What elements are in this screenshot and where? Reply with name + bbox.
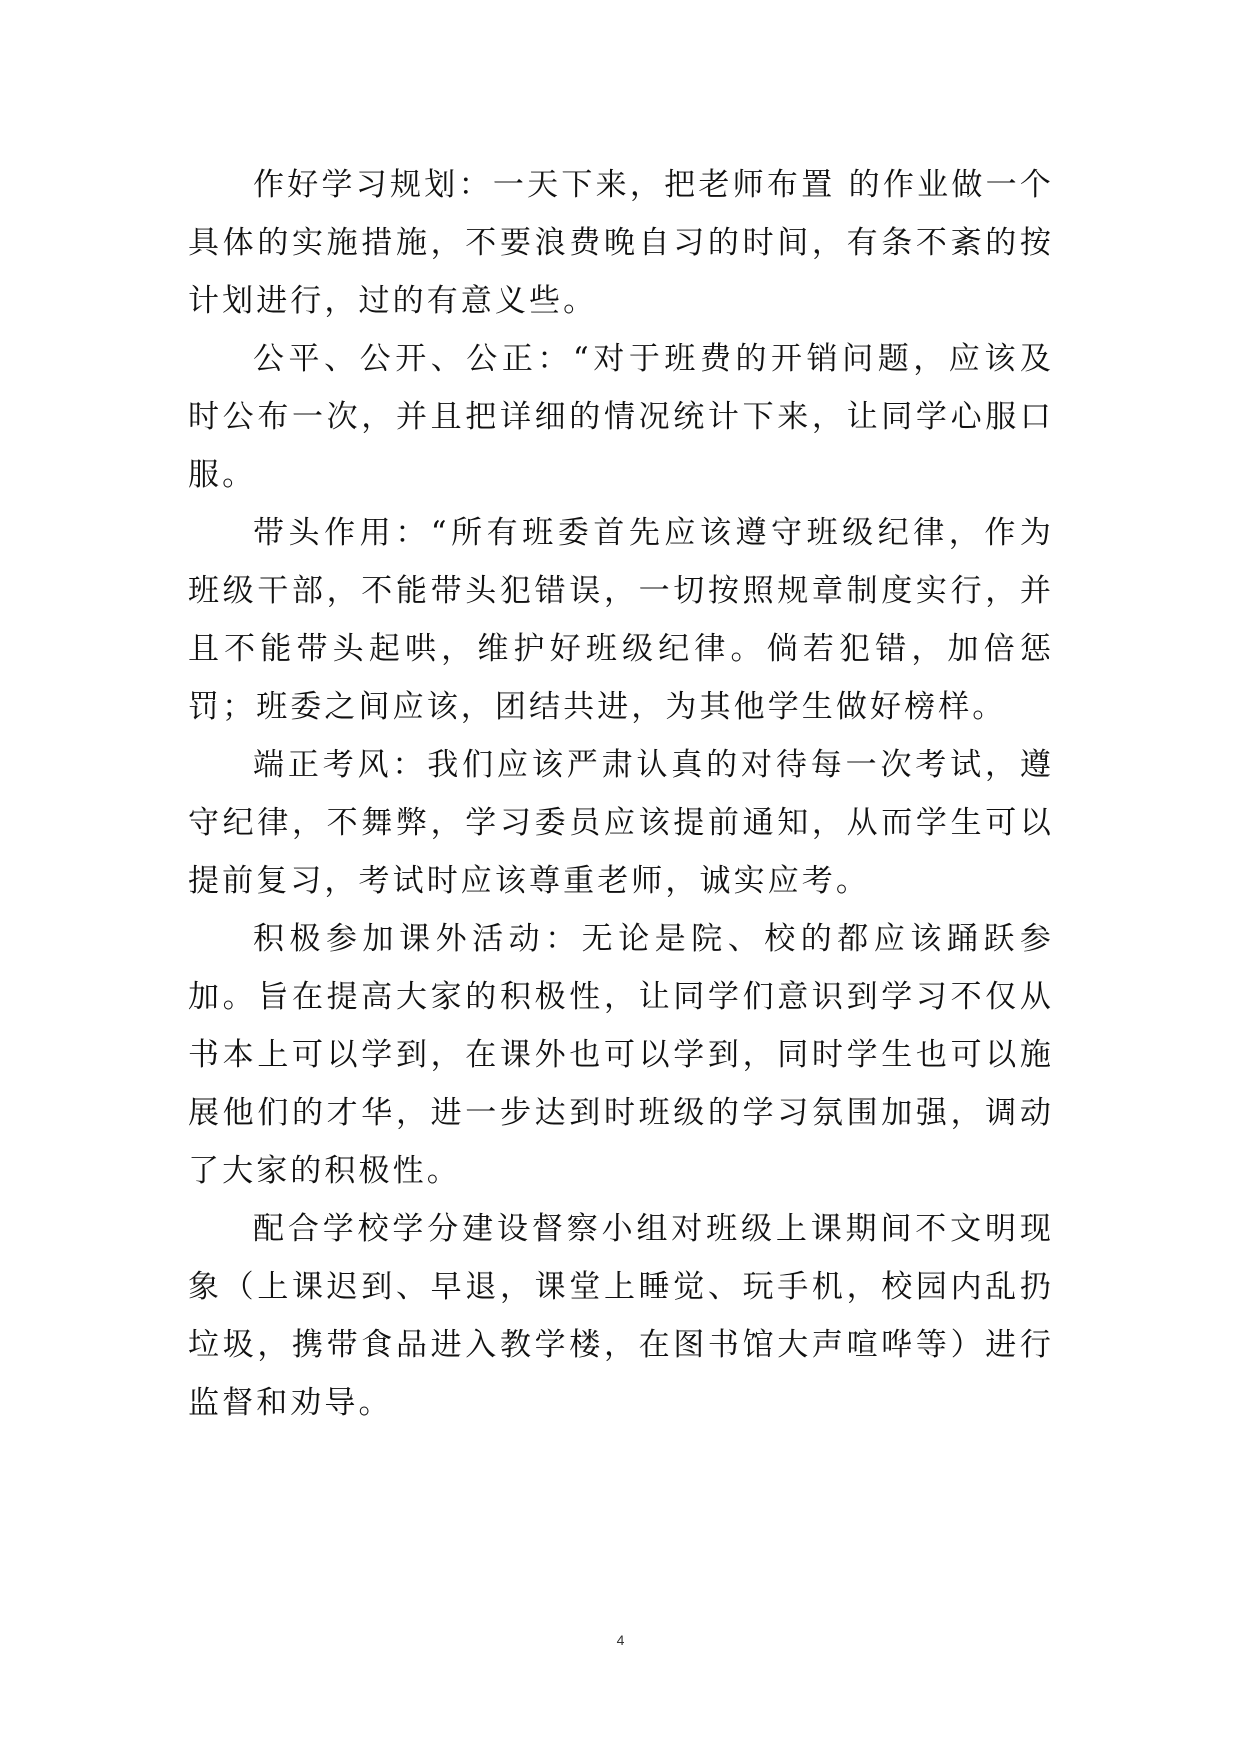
paragraph-leadership: 带头作用：“所有班委首先应该遵守班级纪律，作为班级干部，不能带头犯错误，一切按照规章制度实行，并且不能带头起哄，维护好班级纪律。倘若犯错，加倍惩罚；班委之间应该，团结共进，为其他学生做好榜样。 — [188, 515, 1054, 725]
paragraph-supervision: 配合学校学分建设督察小组对班级上课期间不文明现象（上课迟到、早退，课堂上睡觉、玩手机，校园内乱扔垃圾，携带食品进入教学楼，在图书馆大声喧哗等）进行监督和劝导。 — [188, 1211, 1054, 1421]
page-number: 4 — [616, 1632, 625, 1648]
body-text — [188, 156, 1054, 1432]
paragraph-extracurricular: 积极参加课外活动：无论是院、校的都应该踊跃参加。旨在提高大家的积极性，让同学们意识到学习不仅从书本上可以学到，在课外也可以学到，同时学生也可以施展他们的才华，进一步达到时班级的学习氛围加强，调动了大家的积极性。 — [188, 921, 1054, 1189]
paragraph-study-plan: 作好学习规划：一天下来，把老师布置 的作业做一个具体的实施措施，不要浪费晚自习的时间，有条不紊的按计划进行，过的有意义些。 — [188, 167, 1054, 319]
paragraph-exam-discipline: 端正考风：我们应该严肃认真的对待每一次考试，遵守纪律，不舞弊，学习委员应该提前通知，从而学生可以提前复习，考试时应该尊重老师，诚实应考。 — [188, 747, 1054, 899]
paragraph-fairness: 公平、公开、公正：“对于班费的开销问题，应该及时公布一次，并且把详细的情况统计下来，让同学心服口服。 — [188, 341, 1054, 493]
